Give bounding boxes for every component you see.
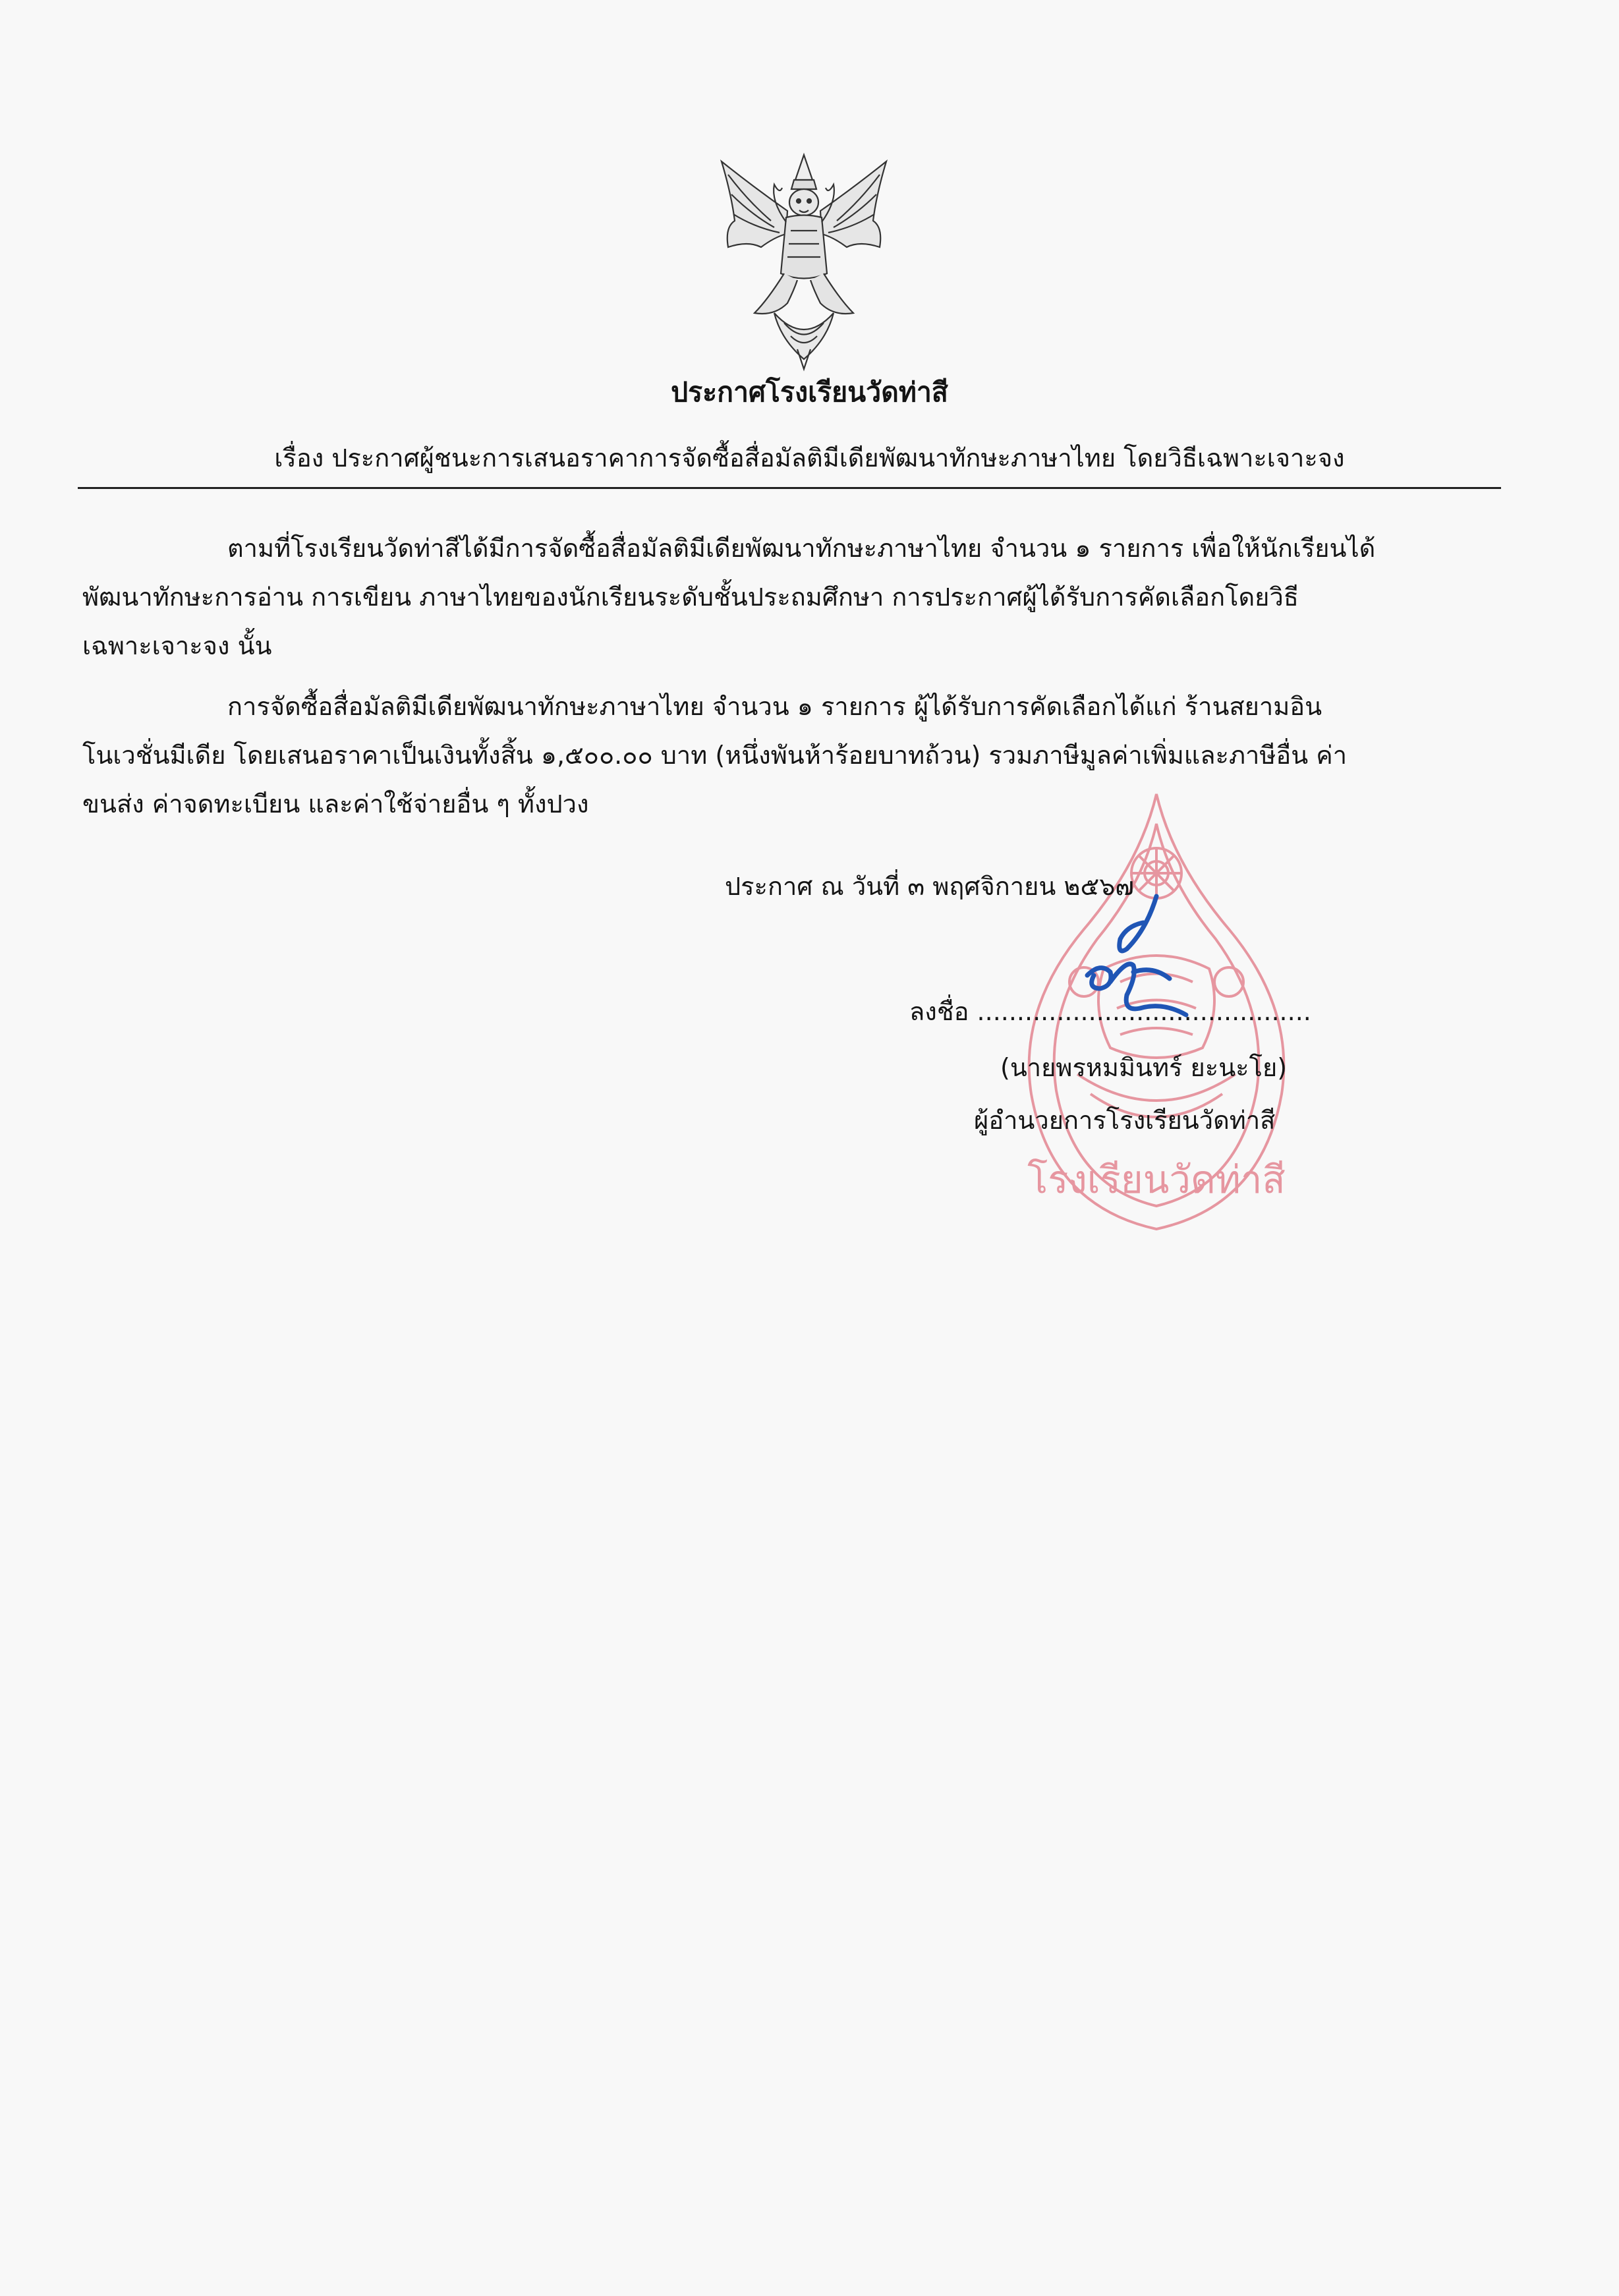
paragraph-2-line-3: ขนส่ง ค่าจดทะเบียน และค่าใช้จ่ายอื่น ๆ ทั้งปวง [82,789,589,818]
paragraph-1 [82,524,1466,670]
garuda-emblem-icon [708,148,899,376]
document-subject: เรื่อง ประกาศผู้ชนะการเสนอราคาการจัดซื้อสื่อมัลติมีเดียพัฒนาทักษะภาษาไทย โดยวิธีเฉพาะเจาะจง [274,444,1345,473]
svg-text:โรงเรียนวัดท่าสี: โรงเรียนวัดท่าสี [1027,1157,1286,1202]
signer-position: ผู้อำนวยการโรงเรียนวัดท่าสี [974,1106,1276,1135]
signature-line: ลงชื่อ .......................................... [909,997,1311,1026]
announcement-date: ประกาศ ณ วันที่ ๓ พฤศจิกายน ๒๕๖๗ [725,872,1134,901]
document-title: ประกาศโรงเรียนวัดท่าสี [671,376,948,408]
paragraph-1-line-1: ตามที่โรงเรียนวัดท่าสีได้มีการจัดซื้อสื่อมัลติมีเดียพัฒนาทักษะภาษาไทย จำนวน ๑ รายการ เพื่อให้นักเรียนได้ [227,534,1376,563]
paragraph-1-line-3: เฉพาะเจาะจง นั้น [82,631,272,660]
paragraph-2-line-1: การจัดซื้อสื่อมัลติมีเดียพัฒนาทักษะภาษาไทย จำนวน ๑ รายการ ผู้ได้รับการคัดเลือกได้แก่ ร้านสยามอิน [227,692,1322,721]
signer-name: (นายพรหมมินทร์ ยะนะโย) [1000,1053,1288,1082]
paragraph-1-line-2: พัฒนาทักษะการอ่าน การเขียน ภาษาไทยของนักเรียนระดับชั้นประถมศึกษา การประกาศผู้ได้รับการคัดเลือกโดยวิธี [82,583,1299,612]
header-divider [78,487,1501,489]
paragraph-2-line-2: โนเวชั่นมีเดีย โดยเสนอราคาเป็นเงินทั้งสิ้น ๑,๕๐๐.๐๐ บาท (หนึ่งพันห้าร้อยบาทถ้วน) รวมภาษีมูลค่าเพิ่มและภาษีอื่น ค่า [82,741,1348,770]
